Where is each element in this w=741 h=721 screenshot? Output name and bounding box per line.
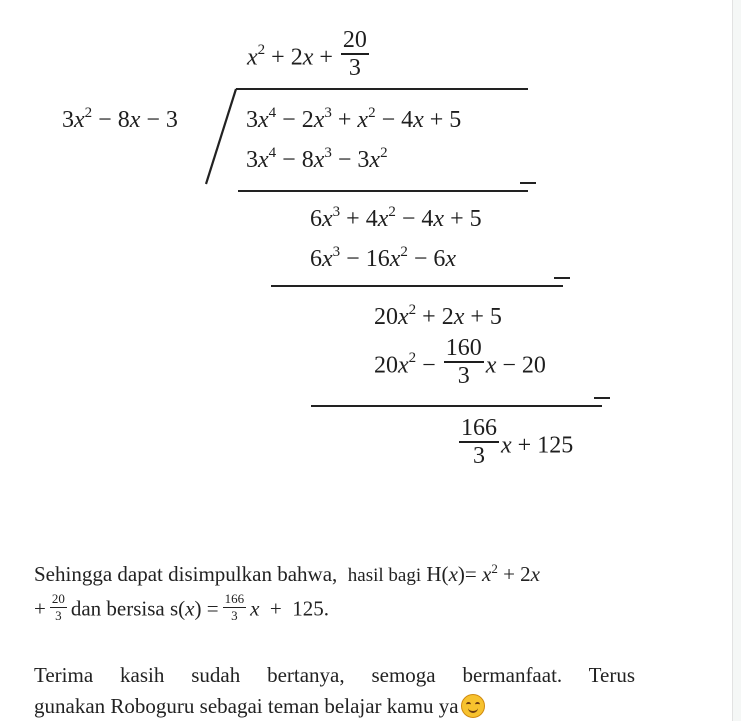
step2-subtrahend: $6x^3 - 16x^2 - 6x$ xyxy=(310,244,457,272)
right-scroll-strip xyxy=(732,0,741,721)
divisor: $3x^2 - 8x - 3$ xyxy=(62,105,178,133)
step1-subtrahend: $3x^4 - 8x^3 - 3x^2$ xyxy=(246,145,388,173)
closing-line-2: gunakan Roboguru sebagai teman belajar kamu ya xyxy=(34,694,485,718)
dividend: $3x^4 - 2x^3 + x^2 - 4x + 5$ xyxy=(246,105,462,133)
quotient: $x^2 + 2x$ + $\frac{20}{3}$ xyxy=(247,27,367,82)
conclusion-line-1: Sehingga dapat disimpulkan bahwa, hasil bagi $H(x)= x^2 + 2x$ xyxy=(34,561,540,586)
subtraction-line-2 xyxy=(271,285,563,287)
final-remainder: $\frac{166}{3}$ x + 125 xyxy=(461,415,574,470)
step1-remainder: $6x^3 + 4x^2 - 4x + 5$ xyxy=(310,204,482,232)
subtraction-line-1 xyxy=(238,190,528,192)
closing-line-1: Terima kasih sudah bertanya, semoga bermanfaat. Terus xyxy=(34,663,635,687)
subtraction-line-3 xyxy=(311,405,602,407)
step3-subtrahend: $20x^2$ − $\frac{160}{3}$ x − 20 xyxy=(374,335,546,390)
smiling-face-emoji-icon xyxy=(461,694,485,718)
conclusion-line-2: + $\frac{20}{3}$ dan bersisa s(x) = $\frac{166}{3}$ x + 125. xyxy=(34,591,329,623)
minus-sign-2 xyxy=(554,277,570,279)
division-bar xyxy=(236,88,528,90)
step2-remainder: $20x^2 + 2x + 5$ xyxy=(374,302,502,330)
minus-sign-3 xyxy=(594,397,610,399)
minus-sign-1 xyxy=(520,182,536,184)
division-bracket xyxy=(200,86,240,186)
